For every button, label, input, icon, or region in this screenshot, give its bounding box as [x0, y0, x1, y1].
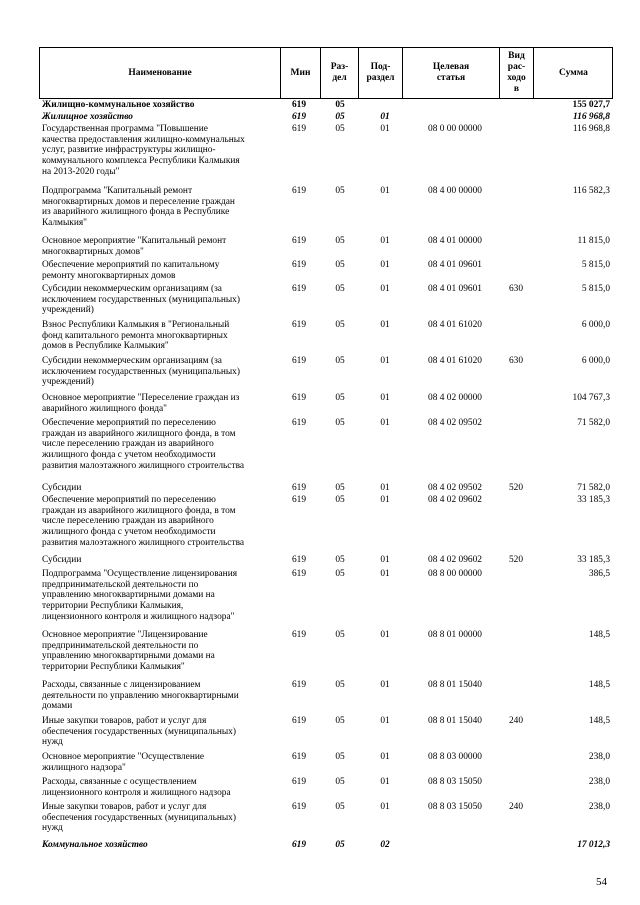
cell-min: 619 [291, 124, 307, 134]
cell-razdel: 05 [335, 124, 345, 134]
cell-podrazdel: 01 [380, 112, 390, 122]
cell-name: Расходы, связанные с лицензированием деятельности по управлению многоквартирными домами [42, 680, 239, 712]
cell-sum: 238,0 [588, 752, 610, 762]
cell-podrazdel: 01 [380, 752, 390, 762]
cell-podrazdel: 02 [380, 840, 390, 850]
cell-razdel: 05 [335, 112, 345, 122]
cell-min: 619 [291, 716, 307, 726]
cell-razdel: 05 [335, 320, 345, 330]
cell-name: Подпрограмма "Капитальный ремонт многоквартирных домов и переселение граждан из аварийного жилищного фонда в Республике Калмыкия" [42, 186, 235, 229]
cell-name: Обеспечение мероприятий по переселению граждан из аварийного жилищного фонда, в том числе переселению граждан из аварийного жилищного фонда с учетом необходимости развития малоэтажного жилищного строительства [42, 418, 245, 471]
cell-podrazdel: 01 [380, 356, 390, 366]
cell-razdel: 05 [335, 777, 345, 787]
cell-name: Расходы, связанные с осуществлением лицензионного контроля и жилищного надзора [42, 777, 231, 798]
cell-name: Субсидии некоммерческим организациям (за исключением государственных (муниципальных) учреждений) [42, 356, 240, 388]
cell-article: 08 4 00 00000 [428, 186, 482, 196]
cell-razdel: 05 [335, 680, 345, 690]
cell-name: Субсидии некоммерческим организациям (за исключением государственных (муниципальных) учреждений) [42, 284, 240, 316]
cell-article: 08 8 01 00000 [428, 630, 482, 640]
cell-sum: 386,5 [588, 569, 610, 579]
page-number: 54 [596, 876, 607, 888]
cell-min: 619 [291, 483, 307, 493]
cell-podrazdel: 01 [380, 630, 390, 640]
cell-sum: 116 968,8 [572, 124, 610, 134]
cell-min: 619 [291, 495, 307, 505]
cell-min: 619 [291, 100, 307, 110]
cell-podrazdel: 01 [380, 495, 390, 505]
cell-min: 619 [291, 418, 307, 428]
cell-sum: 238,0 [588, 802, 610, 812]
cell-name: Коммунальное хозяйство [42, 840, 148, 850]
cell-sum: 238,0 [588, 777, 610, 787]
cell-name: Государственная программа "Повышение качества предоставления жилищно-коммунальных услуг, развитие инфраструктуры жилищно- коммунального комплекса Республики Калмыкия на 2013-2020 годы" [42, 124, 245, 177]
cell-podrazdel: 01 [380, 777, 390, 787]
cell-razdel: 05 [335, 840, 345, 850]
cell-sum: 148,5 [588, 630, 610, 640]
cell-razdel: 05 [335, 752, 345, 762]
cell-podrazdel: 01 [380, 555, 390, 565]
header-min: Мин [280, 48, 320, 98]
header-name: Наименование [128, 67, 192, 78]
cell-name: Субсидии [42, 483, 82, 493]
cell-min: 619 [291, 569, 307, 579]
cell-article: 08 8 00 00000 [428, 569, 482, 579]
cell-article: 08 8 03 15050 [428, 777, 482, 787]
cell-sum: 11 815,0 [577, 236, 610, 246]
cell-min: 619 [291, 186, 307, 196]
cell-min: 619 [291, 236, 307, 246]
cell-sum: 17 012,3 [577, 840, 610, 850]
header-vid: Вид рас- ходо в [499, 48, 533, 98]
cell-article: 08 8 01 15040 [428, 680, 482, 690]
cell-sum: 33 185,3 [577, 495, 610, 505]
cell-sum: 5 815,0 [581, 260, 610, 270]
cell-article: 08 4 02 00000 [428, 393, 482, 403]
cell-podrazdel: 01 [380, 236, 390, 246]
cell-name: Основное мероприятие "Лицензирование предпринимательской деятельности по управлению многоквартирными домами на территории Республики Калмыкия" [42, 630, 215, 673]
cell-article: 08 4 02 09602 [428, 495, 482, 505]
cell-razdel: 05 [335, 100, 345, 110]
cell-vid: 240 [508, 716, 524, 726]
header-razdel: Раз- дел [320, 48, 358, 98]
table-header [39, 47, 613, 99]
cell-razdel: 05 [335, 186, 345, 196]
header-article: Целевая статья [402, 48, 499, 98]
cell-min: 619 [291, 284, 307, 294]
cell-name: Обеспечение мероприятий по капитальному ремонту многоквартирных домов [42, 260, 220, 281]
cell-razdel: 05 [335, 284, 345, 294]
cell-razdel: 05 [335, 393, 345, 403]
cell-podrazdel: 01 [380, 393, 390, 403]
cell-podrazdel: 01 [380, 716, 390, 726]
cell-min: 619 [291, 112, 307, 122]
cell-name: Жилищное хозяйство [42, 112, 133, 122]
cell-podrazdel: 01 [380, 680, 390, 690]
cell-name: Взнос Республики Калмыкия в "Региональный фонд капитального ремонта многоквартирных домов в Республике Калмыкия" [42, 320, 230, 352]
cell-name: Иные закупки товаров, работ и услуг для обеспечения государственных (муниципальных) нужд [42, 802, 236, 834]
cell-min: 619 [291, 630, 307, 640]
cell-min: 619 [291, 260, 307, 270]
cell-min: 619 [291, 802, 307, 812]
cell-razdel: 05 [335, 716, 345, 726]
cell-sum: 155 027,7 [572, 100, 610, 110]
cell-name: Жилищно-коммунальное хозяйство [42, 100, 195, 110]
cell-min: 619 [291, 320, 307, 330]
cell-article: 08 4 01 61020 [428, 320, 482, 330]
cell-article: 08 8 03 00000 [428, 752, 482, 762]
cell-podrazdel: 01 [380, 483, 390, 493]
cell-article: 08 4 02 09602 [428, 555, 482, 565]
cell-sum: 6 000,0 [581, 320, 610, 330]
cell-podrazdel: 01 [380, 124, 390, 134]
cell-sum: 5 815,0 [581, 284, 610, 294]
cell-article: 08 4 02 09502 [428, 418, 482, 428]
cell-podrazdel: 01 [380, 186, 390, 196]
cell-vid: 520 [508, 555, 524, 565]
cell-article: 08 8 03 15050 [428, 802, 482, 812]
cell-sum: 6 000,0 [581, 356, 610, 366]
cell-article: 08 4 01 61020 [428, 356, 482, 366]
cell-name: Иные закупки товаров, работ и услуг для обеспечения государственных (муниципальных) нужд [42, 716, 236, 748]
cell-razdel: 05 [335, 418, 345, 428]
cell-sum: 33 185,3 [577, 555, 610, 565]
cell-razdel: 05 [335, 569, 345, 579]
cell-vid: 630 [508, 284, 524, 294]
cell-article: 08 4 01 09601 [428, 260, 482, 270]
header-sum: Сумма [533, 48, 613, 98]
cell-name: Обеспечение мероприятий по переселению граждан из аварийного жилищного фонда, в том числе переселению граждан из аварийного жилищного фонда с учетом необходимости развития малоэтажного жилищного строительства [42, 495, 245, 548]
cell-name: Основное мероприятие "Капитальный ремонт многоквартирных домов" [42, 236, 227, 257]
cell-razdel: 05 [335, 236, 345, 246]
cell-article: 08 0 00 00000 [428, 124, 482, 134]
cell-podrazdel: 01 [380, 260, 390, 270]
cell-min: 619 [291, 356, 307, 366]
cell-min: 619 [291, 777, 307, 787]
cell-sum: 104 767,3 [572, 393, 610, 403]
cell-article: 08 4 01 00000 [428, 236, 482, 246]
cell-podrazdel: 01 [380, 569, 390, 579]
cell-razdel: 05 [335, 630, 345, 640]
cell-min: 619 [291, 555, 307, 565]
cell-article: 08 4 01 09601 [428, 284, 482, 294]
cell-sum: 148,5 [588, 680, 610, 690]
cell-razdel: 05 [335, 555, 345, 565]
cell-razdel: 05 [335, 495, 345, 505]
cell-razdel: 05 [335, 802, 345, 812]
cell-razdel: 05 [335, 260, 345, 270]
cell-name: Подпрограмма "Осуществление лицензирования предпринимательской деятельности по управлению многоквартирными домами на территории Республики Калмыкия, лицензионного контроля и жилищного надзора" [42, 569, 238, 622]
cell-name: Основное мероприятие "Переселение граждан из аварийного жилищного фонда" [42, 393, 240, 414]
cell-podrazdel: 01 [380, 802, 390, 812]
cell-min: 619 [291, 840, 307, 850]
cell-sum: 148,5 [588, 716, 610, 726]
cell-min: 619 [291, 752, 307, 762]
cell-podrazdel: 01 [380, 320, 390, 330]
cell-sum: 71 582,0 [577, 418, 610, 428]
header-podrazdel: Под- раздел [358, 48, 402, 98]
cell-razdel: 05 [335, 483, 345, 493]
cell-min: 619 [291, 680, 307, 690]
cell-article: 08 8 01 15040 [428, 716, 482, 726]
cell-article: 08 4 02 09502 [428, 483, 482, 493]
cell-sum: 71 582,0 [577, 483, 610, 493]
cell-podrazdel: 01 [380, 418, 390, 428]
cell-razdel: 05 [335, 356, 345, 366]
cell-vid: 520 [508, 483, 524, 493]
cell-podrazdel: 01 [380, 284, 390, 294]
cell-vid: 630 [508, 356, 524, 366]
cell-sum: 116 968,8 [573, 112, 610, 122]
cell-min: 619 [291, 393, 307, 403]
cell-name: Основное мероприятие "Осуществление жилищного надзора" [42, 752, 205, 773]
cell-sum: 116 582,3 [572, 186, 610, 196]
cell-name: Субсидии [42, 555, 82, 565]
cell-vid: 240 [508, 802, 524, 812]
